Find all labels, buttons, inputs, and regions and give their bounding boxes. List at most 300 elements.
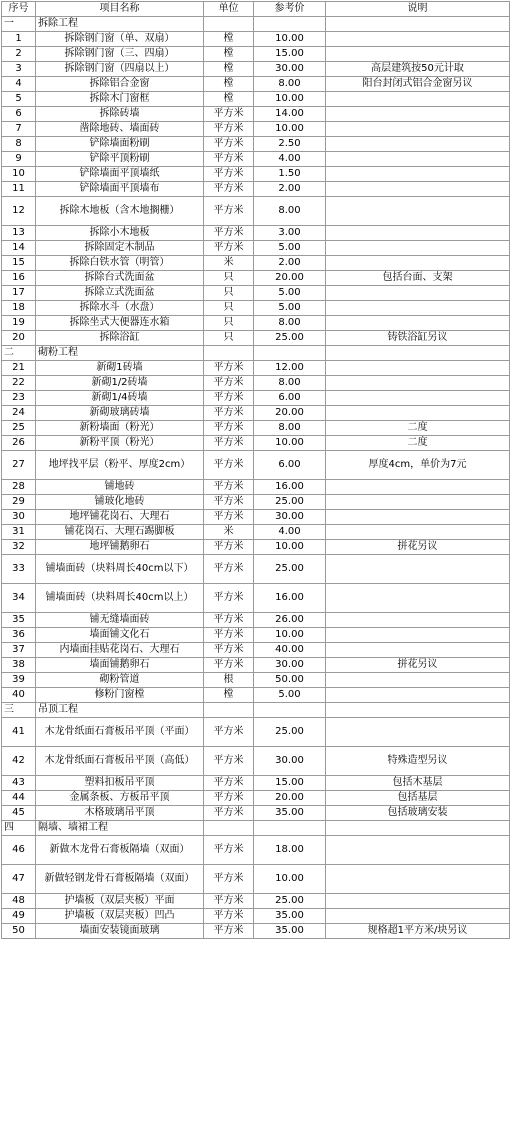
- cell-name: 护墙板（双层夹板）平面: [36, 894, 204, 909]
- table-row: [2, 436, 510, 451]
- cell-price: 6.00: [254, 451, 326, 480]
- cell-price: 2.50: [254, 137, 326, 152]
- cell-note: [326, 703, 510, 718]
- cell-no: 47: [2, 865, 36, 894]
- cell-note: [326, 152, 510, 167]
- cell-no: 13: [2, 226, 36, 241]
- cell-name: 拆除钢门窗（三、四扇）: [36, 47, 204, 62]
- table-row: [2, 256, 510, 271]
- cell-name: 拆除钢门窗（四扇以上）: [36, 62, 204, 77]
- cell-price: 2.00: [254, 182, 326, 197]
- cell-unit: 樘: [204, 47, 254, 62]
- cell-unit: 平方米: [204, 391, 254, 406]
- table-row: [2, 776, 510, 791]
- cell-unit: 平方米: [204, 776, 254, 791]
- cell-note: [326, 584, 510, 613]
- cell-unit: 平方米: [204, 480, 254, 495]
- cell-no: 38: [2, 658, 36, 673]
- header-no: 序号: [2, 2, 36, 17]
- cell-no: 20: [2, 331, 36, 346]
- cell-note: 铸铁浴缸另议: [326, 331, 510, 346]
- cell-no: 25: [2, 421, 36, 436]
- cell-note: [326, 688, 510, 703]
- cell-note: [326, 17, 510, 32]
- cell-no: 16: [2, 271, 36, 286]
- cell-unit: 平方米: [204, 167, 254, 182]
- cell-note: [326, 316, 510, 331]
- cell-name: 铺墙面砖（块料周长40cm以下）: [36, 555, 204, 584]
- cell-price: 25.00: [254, 495, 326, 510]
- cell-unit: 平方米: [204, 451, 254, 480]
- cell-no: 49: [2, 909, 36, 924]
- table-row: [2, 331, 510, 346]
- cell-price: 26.00: [254, 613, 326, 628]
- cell-no: 41: [2, 718, 36, 747]
- cell-price: 3.00: [254, 226, 326, 241]
- cell-unit: 根: [204, 673, 254, 688]
- cell-unit: 平方米: [204, 584, 254, 613]
- table-row: [2, 510, 510, 525]
- table-row: [2, 92, 510, 107]
- cell-no: 12: [2, 197, 36, 226]
- cell-note: 包括玻璃安装: [326, 806, 510, 821]
- cell-price: 8.00: [254, 421, 326, 436]
- cell-price: 4.00: [254, 525, 326, 540]
- cell-name: 修粉门窗樘: [36, 688, 204, 703]
- cell-unit: 平方米: [204, 909, 254, 924]
- cell-price: [254, 821, 326, 836]
- cell-unit: 平方米: [204, 894, 254, 909]
- table-row: [2, 241, 510, 256]
- cell-name: 铺无缝墙面砖: [36, 613, 204, 628]
- cell-price: 25.00: [254, 555, 326, 584]
- cell-name: 木龙骨纸面石膏板吊平顶（高低）: [36, 747, 204, 776]
- cell-price: 35.00: [254, 924, 326, 939]
- section-row: [2, 346, 510, 361]
- cell-note: [326, 525, 510, 540]
- cell-unit: 米: [204, 256, 254, 271]
- cell-unit: 樘: [204, 32, 254, 47]
- cell-name: 地坪铺花岗石、大理石: [36, 510, 204, 525]
- table-row: [2, 271, 510, 286]
- cell-note: [326, 628, 510, 643]
- cell-unit: [204, 821, 254, 836]
- cell-no: 36: [2, 628, 36, 643]
- cell-price: 10.00: [254, 32, 326, 47]
- cell-note: [326, 346, 510, 361]
- cell-no: 29: [2, 495, 36, 510]
- cell-note: [326, 391, 510, 406]
- section-row: [2, 17, 510, 32]
- cell-price: 10.00: [254, 436, 326, 451]
- table-row: [2, 421, 510, 436]
- cell-name: 铲除平顶粉刷: [36, 152, 204, 167]
- cell-no: 27: [2, 451, 36, 480]
- table-row: [2, 584, 510, 613]
- cell-note: [326, 137, 510, 152]
- cell-price: 30.00: [254, 658, 326, 673]
- cell-name: 拆除台式洗面盆: [36, 271, 204, 286]
- cell-no: 15: [2, 256, 36, 271]
- table-header-row: [2, 2, 510, 17]
- cell-price: 8.00: [254, 376, 326, 391]
- table-row: [2, 791, 510, 806]
- table-row: [2, 806, 510, 821]
- cell-name: 内墙面挂贴花岗石、大理石: [36, 643, 204, 658]
- cell-note: 厚度4cm，单价为7元: [326, 451, 510, 480]
- cell-name: 拆除浴缸: [36, 331, 204, 346]
- cell-unit: 平方米: [204, 555, 254, 584]
- cell-unit: 平方米: [204, 747, 254, 776]
- cell-unit: 平方米: [204, 376, 254, 391]
- cell-no: 24: [2, 406, 36, 421]
- table-row: [2, 628, 510, 643]
- cell-no: 14: [2, 241, 36, 256]
- cell-name: 新做木龙骨石膏板隔墙（双面）: [36, 836, 204, 865]
- cell-note: [326, 301, 510, 316]
- cell-no: 37: [2, 643, 36, 658]
- cell-unit: 平方米: [204, 226, 254, 241]
- table-row: [2, 909, 510, 924]
- cell-unit: 平方米: [204, 791, 254, 806]
- cell-price: 10.00: [254, 92, 326, 107]
- cell-unit: 平方米: [204, 836, 254, 865]
- cell-price: 15.00: [254, 47, 326, 62]
- cell-name: 铲除墙面平顶墙布: [36, 182, 204, 197]
- cell-name: 新做轻钢龙骨石膏板隔墙（双面）: [36, 865, 204, 894]
- cell-price: 8.00: [254, 77, 326, 92]
- table-row: [2, 480, 510, 495]
- cell-unit: 平方米: [204, 806, 254, 821]
- cell-unit: 只: [204, 301, 254, 316]
- header-note: 说明: [326, 2, 510, 17]
- cell-price: 35.00: [254, 806, 326, 821]
- cell-no: 39: [2, 673, 36, 688]
- cell-note: [326, 555, 510, 584]
- cell-note: [326, 510, 510, 525]
- cell-name: 墙面安装镜面玻璃: [36, 924, 204, 939]
- table-row: [2, 197, 510, 226]
- cell-note: [326, 226, 510, 241]
- cell-name: 铺花岗石、大理石踢脚板: [36, 525, 204, 540]
- table-row: [2, 182, 510, 197]
- cell-note: 包括木基层: [326, 776, 510, 791]
- cell-price: [254, 17, 326, 32]
- cell-unit: 平方米: [204, 613, 254, 628]
- table-row: [2, 525, 510, 540]
- cell-price: 16.00: [254, 584, 326, 613]
- cell-price: 18.00: [254, 836, 326, 865]
- cell-no: 28: [2, 480, 36, 495]
- cell-unit: 平方米: [204, 107, 254, 122]
- table-row: [2, 301, 510, 316]
- cell-note: 包括基层: [326, 791, 510, 806]
- cell-unit: 平方米: [204, 436, 254, 451]
- cell-price: 25.00: [254, 718, 326, 747]
- table-row: [2, 316, 510, 331]
- cell-unit: 平方米: [204, 658, 254, 673]
- table-row: [2, 286, 510, 301]
- cell-note: 特殊造型另议: [326, 747, 510, 776]
- cell-no: 3: [2, 62, 36, 77]
- cell-no: 45: [2, 806, 36, 821]
- cell-price: 40.00: [254, 643, 326, 658]
- cell-price: 8.00: [254, 316, 326, 331]
- cell-price: 50.00: [254, 673, 326, 688]
- cell-name: 拆除小木地板: [36, 226, 204, 241]
- cell-unit: 樘: [204, 688, 254, 703]
- cell-name: 塑料扣板吊平顶: [36, 776, 204, 791]
- cell-price: 16.00: [254, 480, 326, 495]
- cell-name: 拆除白铁水管（明管）: [36, 256, 204, 271]
- cell-note: [326, 32, 510, 47]
- cell-price: 20.00: [254, 271, 326, 286]
- cell-unit: 平方米: [204, 122, 254, 137]
- table-row: [2, 747, 510, 776]
- cell-name: 拆除坐式大便器连水箱: [36, 316, 204, 331]
- cell-name: 铺玻化地砖: [36, 495, 204, 510]
- cell-note: [326, 643, 510, 658]
- cell-no: 18: [2, 301, 36, 316]
- cell-name: 金属条板、方板吊平顶: [36, 791, 204, 806]
- cell-no: 31: [2, 525, 36, 540]
- cell-no: 三: [2, 703, 36, 718]
- cell-no: 11: [2, 182, 36, 197]
- cell-note: [326, 836, 510, 865]
- cell-name: 新砌1/4砖墙: [36, 391, 204, 406]
- cell-no: 43: [2, 776, 36, 791]
- cell-price: 1.50: [254, 167, 326, 182]
- table-row: [2, 673, 510, 688]
- cell-name: 砌粉管道: [36, 673, 204, 688]
- cell-name: 地坪铺鹅卵石: [36, 540, 204, 555]
- cell-no: 9: [2, 152, 36, 167]
- cell-unit: 平方米: [204, 540, 254, 555]
- cell-name: 隔墙、墙裙工程: [36, 821, 204, 836]
- cell-price: 30.00: [254, 510, 326, 525]
- cell-price: 12.00: [254, 361, 326, 376]
- cell-unit: 平方米: [204, 241, 254, 256]
- cell-unit: 平方米: [204, 628, 254, 643]
- cell-note: 二度: [326, 436, 510, 451]
- cell-no: 35: [2, 613, 36, 628]
- table-row: [2, 865, 510, 894]
- cell-name: 木格玻璃吊平顶: [36, 806, 204, 821]
- cell-name: 拆除水斗（水盘）: [36, 301, 204, 316]
- cell-price: 5.00: [254, 241, 326, 256]
- cell-name: 拆除立式洗面盆: [36, 286, 204, 301]
- cell-unit: 平方米: [204, 406, 254, 421]
- cell-name: 铲除墙面平顶墙纸: [36, 167, 204, 182]
- cell-price: 10.00: [254, 540, 326, 555]
- cell-price: 20.00: [254, 791, 326, 806]
- table-row: [2, 32, 510, 47]
- section-row: [2, 821, 510, 836]
- cell-note: [326, 909, 510, 924]
- cell-price: 6.00: [254, 391, 326, 406]
- cell-note: 二度: [326, 421, 510, 436]
- cell-note: 规格超1平方米/块另议: [326, 924, 510, 939]
- cell-no: 2: [2, 47, 36, 62]
- section-row: [2, 703, 510, 718]
- table-row: [2, 226, 510, 241]
- cell-price: 4.00: [254, 152, 326, 167]
- cell-note: [326, 495, 510, 510]
- table-row: [2, 555, 510, 584]
- cell-name: 护墙板（双层夹板）凹凸: [36, 909, 204, 924]
- cell-unit: 樘: [204, 62, 254, 77]
- table-row: [2, 391, 510, 406]
- cell-note: [326, 361, 510, 376]
- cell-no: 34: [2, 584, 36, 613]
- cell-unit: 只: [204, 331, 254, 346]
- table-row: [2, 47, 510, 62]
- cell-note: [326, 673, 510, 688]
- cell-note: 高层建筑按50元计取: [326, 62, 510, 77]
- table-row: [2, 540, 510, 555]
- cell-name: 铲除墙面粉刷: [36, 137, 204, 152]
- cell-no: 17: [2, 286, 36, 301]
- cell-name: 吊顶工程: [36, 703, 204, 718]
- cell-note: [326, 182, 510, 197]
- cell-name: 铺地砖: [36, 480, 204, 495]
- cell-name: 砌粉工程: [36, 346, 204, 361]
- cell-no: 1: [2, 32, 36, 47]
- cell-name: 新砌1/2砖墙: [36, 376, 204, 391]
- cell-price: 25.00: [254, 331, 326, 346]
- cell-no: 21: [2, 361, 36, 376]
- cell-price: 10.00: [254, 865, 326, 894]
- table-row: [2, 107, 510, 122]
- cell-name: 木龙骨纸面石膏板吊平顶（平面）: [36, 718, 204, 747]
- cell-note: 拼花另议: [326, 658, 510, 673]
- cell-unit: 只: [204, 286, 254, 301]
- cell-unit: 只: [204, 316, 254, 331]
- cell-price: 10.00: [254, 122, 326, 137]
- cell-note: [326, 718, 510, 747]
- cell-no: 22: [2, 376, 36, 391]
- table-row: [2, 406, 510, 421]
- cell-unit: 樘: [204, 92, 254, 107]
- cell-name: 拆除木地板（含木地搁栅）: [36, 197, 204, 226]
- cell-note: [326, 197, 510, 226]
- table-row: [2, 77, 510, 92]
- cell-note: [326, 122, 510, 137]
- table-row: [2, 361, 510, 376]
- cell-unit: 平方米: [204, 421, 254, 436]
- cell-price: 30.00: [254, 62, 326, 77]
- cell-name: 拆除钢门窗（单、双扇）: [36, 32, 204, 47]
- cell-note: 阳台封闭式铝合金窗另议: [326, 77, 510, 92]
- table-row: [2, 894, 510, 909]
- cell-name: 铺墙面砖（块料周长40cm以上）: [36, 584, 204, 613]
- cell-name: 新砌玻璃砖墙: [36, 406, 204, 421]
- cell-name: 拆除砖墙: [36, 107, 204, 122]
- cell-note: [326, 241, 510, 256]
- cell-no: 42: [2, 747, 36, 776]
- cell-no: 40: [2, 688, 36, 703]
- cell-price: 5.00: [254, 286, 326, 301]
- cell-no: 5: [2, 92, 36, 107]
- table-row: [2, 836, 510, 865]
- cell-no: 26: [2, 436, 36, 451]
- cell-price: 14.00: [254, 107, 326, 122]
- cell-unit: 平方米: [204, 197, 254, 226]
- table-row: [2, 924, 510, 939]
- cell-name: 拆除铝合金窗: [36, 77, 204, 92]
- table-row: [2, 718, 510, 747]
- cell-no: 32: [2, 540, 36, 555]
- cell-no: 6: [2, 107, 36, 122]
- table-row: [2, 137, 510, 152]
- table-row: [2, 62, 510, 77]
- cell-unit: 平方米: [204, 361, 254, 376]
- cell-unit: 平方米: [204, 182, 254, 197]
- cell-name: 新粉平顶（粉光）: [36, 436, 204, 451]
- table-row: [2, 613, 510, 628]
- cell-price: [254, 703, 326, 718]
- cell-price: 35.00: [254, 909, 326, 924]
- cell-note: [326, 480, 510, 495]
- table-row: [2, 658, 510, 673]
- cell-unit: 平方米: [204, 137, 254, 152]
- cell-unit: 平方米: [204, 643, 254, 658]
- table-row: [2, 688, 510, 703]
- cell-price: 8.00: [254, 197, 326, 226]
- cell-note: [326, 286, 510, 301]
- cell-no: 30: [2, 510, 36, 525]
- cell-price: 2.00: [254, 256, 326, 271]
- cell-price: 30.00: [254, 747, 326, 776]
- table-row: [2, 152, 510, 167]
- cell-no: 10: [2, 167, 36, 182]
- header-unit: 单位: [204, 2, 254, 17]
- cell-name: 地坪找平层（粉平、厚度2cm）: [36, 451, 204, 480]
- cell-unit: 平方米: [204, 718, 254, 747]
- table-row: [2, 643, 510, 658]
- cell-note: [326, 92, 510, 107]
- cell-name: 拆除木门窗框: [36, 92, 204, 107]
- cell-note: 包括台面、支架: [326, 271, 510, 286]
- cell-unit: 平方米: [204, 495, 254, 510]
- cell-unit: [204, 703, 254, 718]
- table-row: [2, 495, 510, 510]
- cell-price: 15.00: [254, 776, 326, 791]
- cell-note: 拼花另议: [326, 540, 510, 555]
- cell-note: [326, 107, 510, 122]
- cell-name: 拆除固定木制品: [36, 241, 204, 256]
- cell-no: 50: [2, 924, 36, 939]
- header-name: 项目名称: [36, 2, 204, 17]
- cell-price: [254, 346, 326, 361]
- cell-price: 5.00: [254, 301, 326, 316]
- cell-name: 新粉墙面（粉光）: [36, 421, 204, 436]
- cell-unit: 樘: [204, 77, 254, 92]
- cell-name: 墙面铺鹅卵石: [36, 658, 204, 673]
- table-row: [2, 376, 510, 391]
- cell-unit: 只: [204, 271, 254, 286]
- cell-no: 四: [2, 821, 36, 836]
- cell-no: 4: [2, 77, 36, 92]
- cell-unit: 平方米: [204, 924, 254, 939]
- cell-unit: [204, 346, 254, 361]
- cell-price: 25.00: [254, 894, 326, 909]
- cell-no: 48: [2, 894, 36, 909]
- cell-unit: 平方米: [204, 865, 254, 894]
- cell-no: 7: [2, 122, 36, 137]
- cell-no: 33: [2, 555, 36, 584]
- cell-note: [326, 865, 510, 894]
